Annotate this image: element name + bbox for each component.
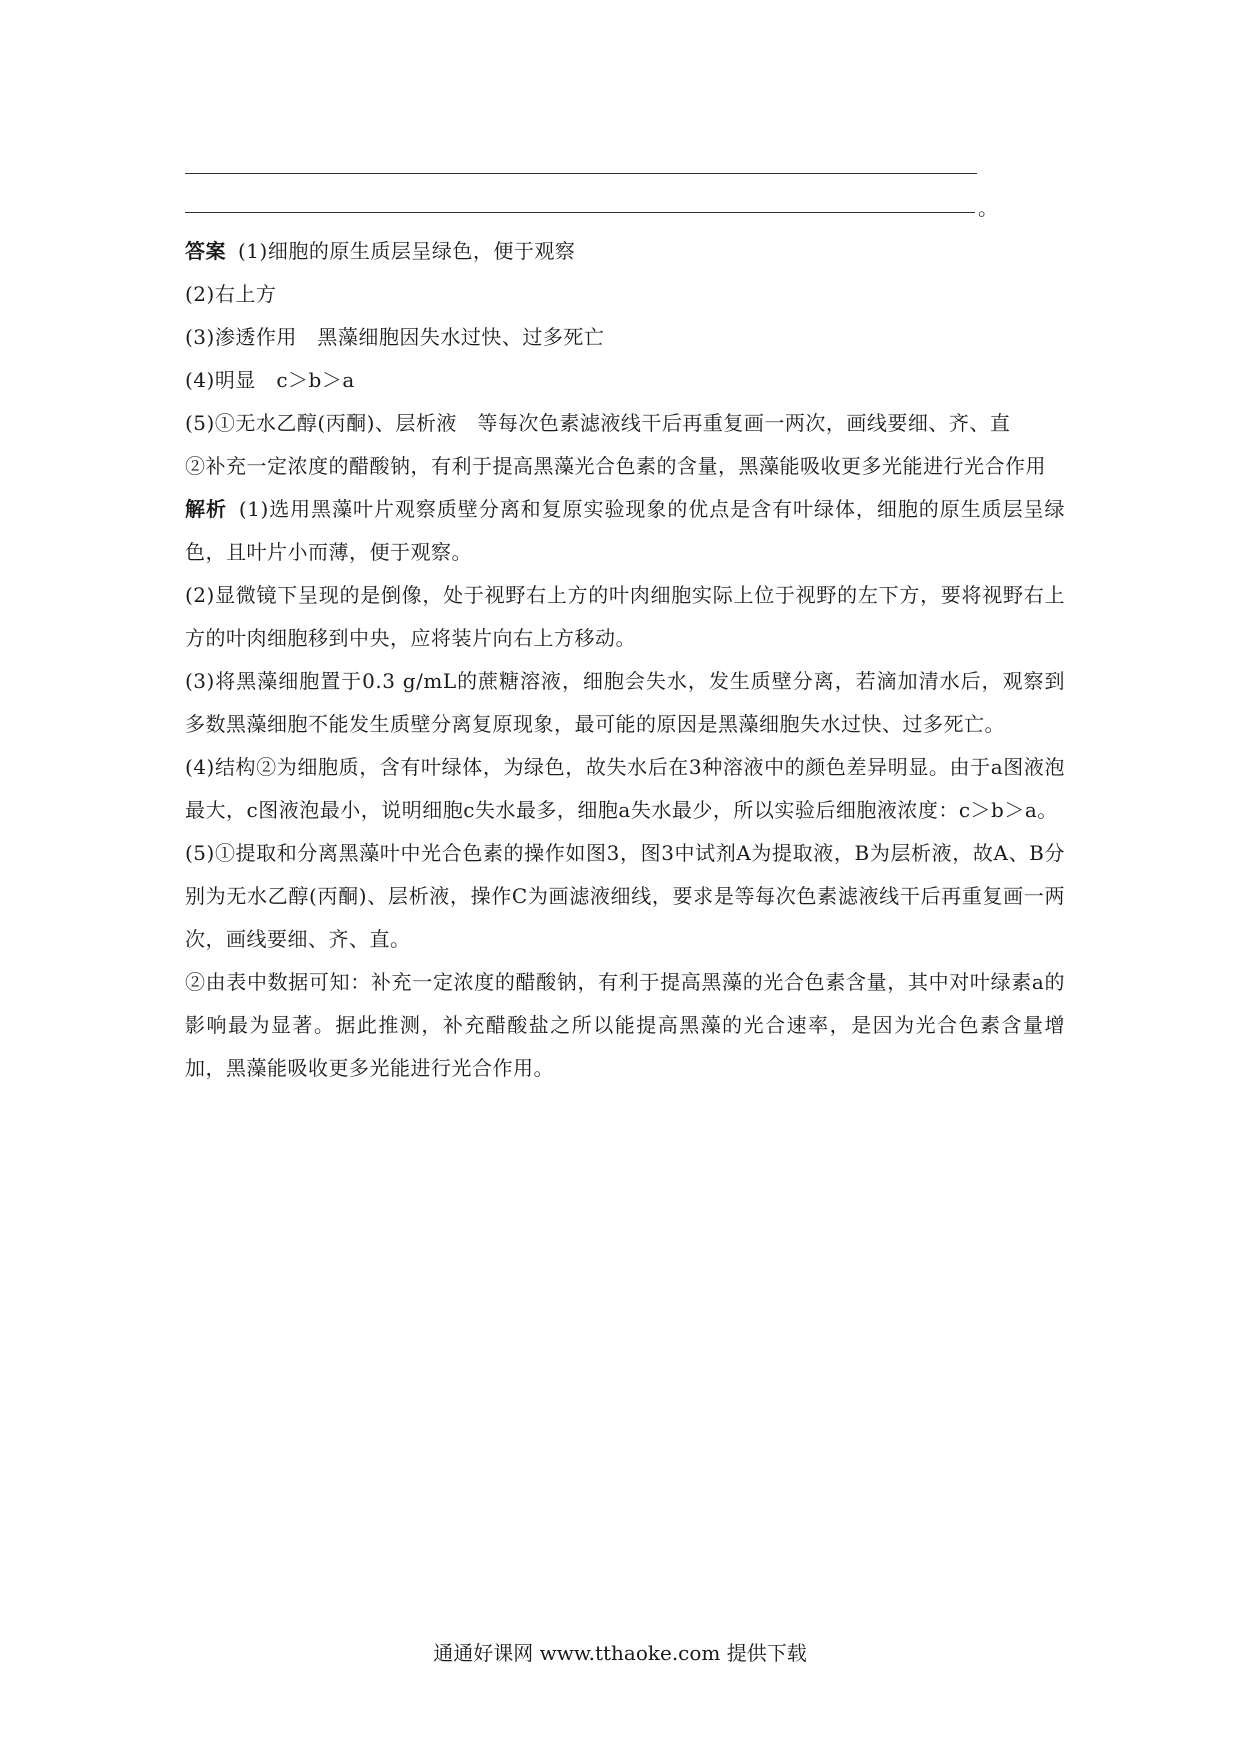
- answer-item: [185, 230, 1065, 273]
- answer-item-text: (1)细胞的原生质层呈绿色，便于观察: [238, 239, 576, 263]
- answer-item: (4)明显 c＞b＞a: [185, 368, 355, 392]
- analysis-item: [185, 488, 1065, 574]
- analysis-item: (2)显微镜下呈现的是倒像，处于视野右上方的叶肉细胞实际上位于视野的左下方，要将视野右上方的叶肉细胞移到中央，应将装片向右上方移动。: [185, 583, 1065, 650]
- analysis-item: ②由表中数据可知：补充一定浓度的醋酸钠，有利于提高黑藻的光合色素含量，其中对叶绿素a的影响最为显著。据此推测，补充醋酸盐之所以能提高黑藻的光合速率，是因为光合色素含量增加，黑藻能吸收更多光能进行光合作用。: [185, 970, 1065, 1080]
- page-footer: 通通好课网 www.tthaoke.com 提供下载: [433, 1641, 807, 1665]
- analysis-item: (5)①提取和分离黑藻叶中光合色素的操作如图3，图3中试剂A为提取液，B为层析液，故A、B分别为无水乙醇(丙酮)、层析液，操作C为画滤液细线，要求是等每次色素滤液线干后再重复画一两次，画线要细、齐、直。: [185, 841, 1065, 951]
- analysis-label: 解析: [185, 497, 227, 521]
- trailing-period: 。: [978, 196, 998, 220]
- analysis-item-text: (1)选用黑藻叶片观察质壁分离和复原实验现象的优点是含有叶绿体，细胞的原生质层呈绿色，且叶片小而薄，便于观察。: [185, 497, 1065, 564]
- answer-label: 答案: [185, 239, 226, 263]
- answer-item: (3)渗透作用 黑藻细胞因失水过快、过多死亡: [185, 325, 605, 349]
- answer-item: ②补充一定浓度的醋酸钠，有利于提高黑藻光合色素的含量，黑藻能吸收更多光能进行光合作用: [185, 454, 1046, 478]
- answer-blank-line: [185, 173, 977, 174]
- analysis-item: (4)结构②为细胞质，含有叶绿体，为绿色，故失水后在3种溶液中的颜色差异明显。由于a图液泡最大，c图液泡最小，说明细胞c失水最多，细胞a失水最少，所以实验后细胞液浓度：c＞b＞a。: [185, 755, 1065, 822]
- answer-item: (5)①无水乙醇(丙酮)、层析液 等每次色素滤液线干后再重复画一两次，画线要细、齐、直: [185, 411, 1011, 435]
- answer-item: (2)右上方: [185, 282, 277, 306]
- analysis-item: (3)将黑藻细胞置于0.3 g/mL的蔗糖溶液，细胞会失水，发生质壁分离，若滴加清水后，观察到多数黑藻细胞不能发生质壁分离复原现象，最可能的原因是黑藻细胞失水过快、过多死亡。: [185, 669, 1065, 736]
- answer-blank-line: [185, 212, 975, 213]
- main-content: [185, 230, 1065, 1090]
